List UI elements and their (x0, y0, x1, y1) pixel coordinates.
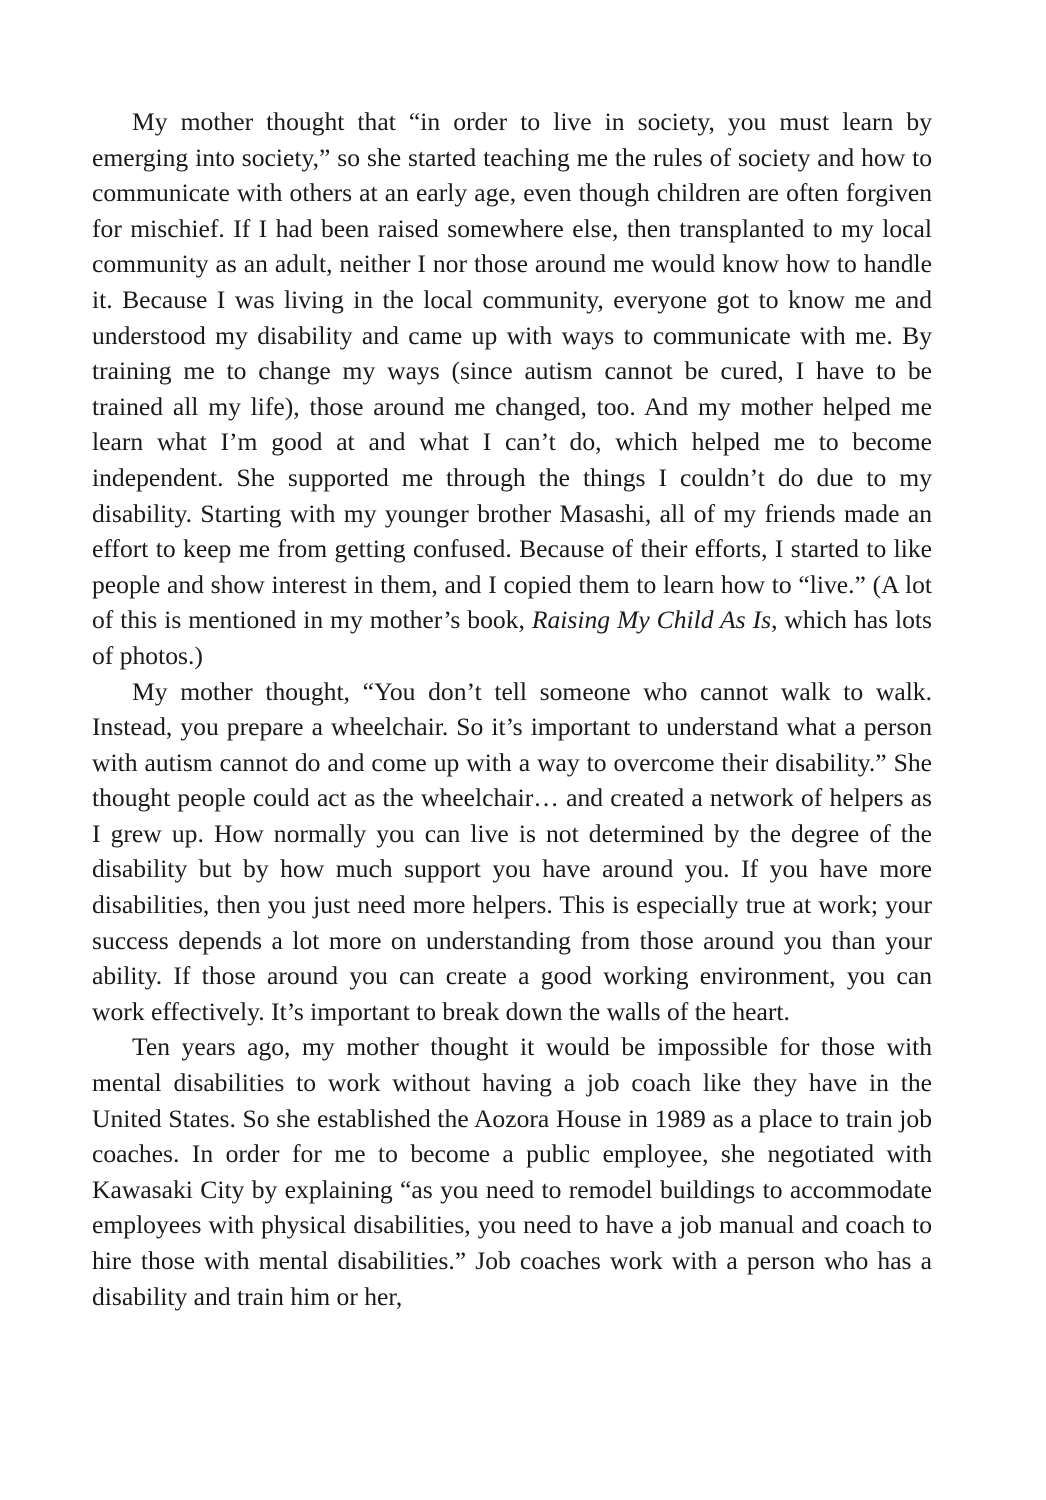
paragraph-2: My mother thought, “You don’t tell someone who cannot walk to walk. Instead, you prepare a wheelchair. So it’s important to understand what a person with autism cannot do and come up with a way to overcome their disability.” She thought people could act as the wheelchair… and created a network of helpers as I grew up. How normally you can live is not determined by the degree of the disability but by how much support you have around you. If you have more disabilities, then you just need more helpers. This is especially true at work; your success depends a lot more on understanding from those around you than your ability. If those around you can create a good working environment, you can work effectively. It’s important to break down the walls of the heart. (92, 676, 932, 1026)
paragraph-1-text-before-title: My mother thought that “in order to live in society, you must learn by emerging into society,” so she started teaching me the rules of society and how to communicate with others at an early age, even though children are often forgiven for mischief. If I had been raised somewhere else, then transplanted to my local community as an adult, neither I nor those around me would know how to handle it. Because I was living in the local community, everyone got to know me and understood my disability and came up with ways to communicate with me. By training me to change my ways (since autism cannot be cured, I have to be trained all my life), those around me changed, too. And my mother helped me learn what I’m good at and what I can’t do, which helped me to become independent. She supported me through the things I couldn’t do due to my disability. Starting with my younger brother Masashi, all of my friends made an effort to keep me from getting confused. Because of their efforts, I started to like people and show interest in them, and I copied them to learn how to “live.” (A lot of this is mentioned in my mother’s book, (92, 107, 932, 635)
paragraph-1 (92, 104, 932, 674)
paragraph-3: Ten years ago, my mother thought it would be impossible for those with mental disabilities to work without having a job coach like they have in the United States. So she established the Aozora House in 1989 as a place to train job coaches. In order for me to become a public employee, she negotiated with Kawasaki City by explaining “as you need to remodel buildings to accommodate employees with physical disabilities, you need to have a job manual and coach to hire those with mental disabilities.” Job coaches work with a person who has a disability and train him or her, (92, 1032, 932, 1311)
paragraph-1-text-after-title: , which has lots of photos.) (92, 605, 932, 670)
book-page (92, 104, 932, 1314)
book-title: Raising My Child As Is (531, 605, 772, 635)
